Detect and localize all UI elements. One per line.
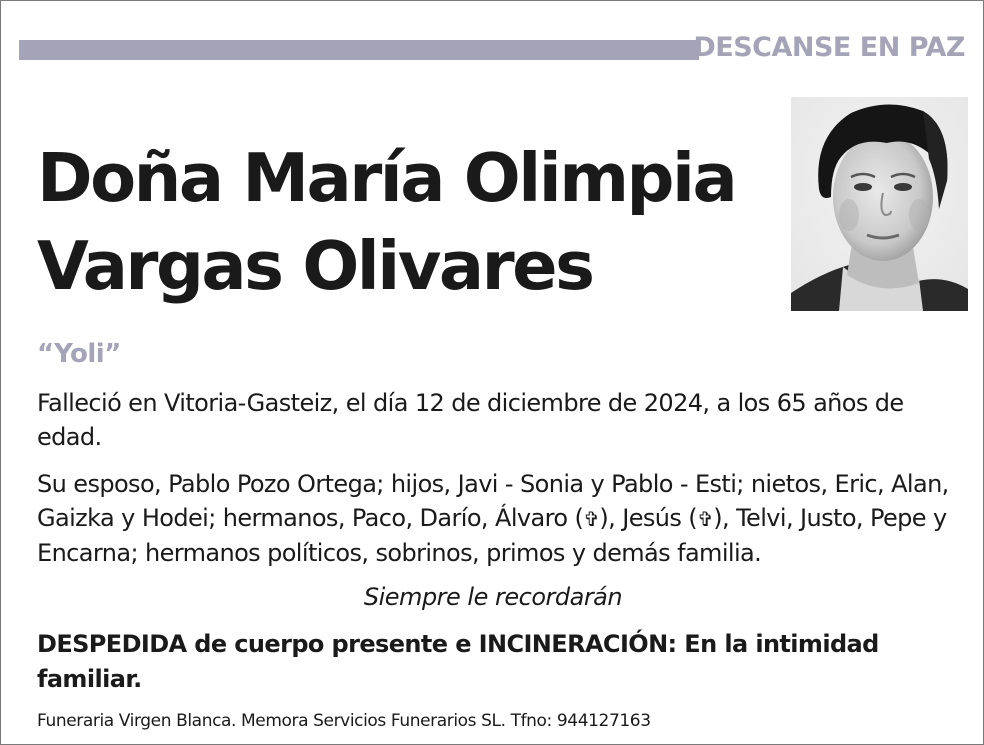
header-label: DESCANSE EN PAZ [693,32,965,63]
name-line-1: Doña María Olimpia [37,139,736,217]
farewell-notice: DESPEDIDA de cuerpo presente e INCINERACIÓN: En la intimidad familiar. [37,630,879,693]
header-bar [19,40,699,60]
nickname: “Yoli” [37,339,121,369]
death-announcement: Falleció en Vitoria-Gasteiz, el día 12 de diciembre de 2024, a los 65 años de edad. [37,389,904,451]
remember-phrase: Siempre le recordarán [363,583,623,611]
cross-icon: ✞ [583,507,600,531]
name-line-2: Vargas Olivares [37,227,593,305]
cross-icon: ✞ [697,507,714,531]
funeral-home-footer: Funeraria Virgen Blanca. Memora Servicios Funerarios SL. Tfno: 944127163 [37,711,651,731]
portrait-photo [791,97,968,311]
portrait-image [791,97,968,311]
family-list [37,467,952,570]
family-text-part-2: ), Jesús ( [599,504,698,532]
family-text-part-1: Su esposo, Pablo Pozo Ortega; hijos, Javi - Sonia y Pablo - Esti; nietos, Eric, Alan, Gaizka y Hodei; hermanos, Paco, Darío, Álvaro ( [37,470,949,532]
deceased-name [37,134,777,310]
family-text-part-3: ), Telvi, Justo, Pepe y Encarna; hermanos políticos, sobrinos, primos y demás familia. [37,504,947,567]
